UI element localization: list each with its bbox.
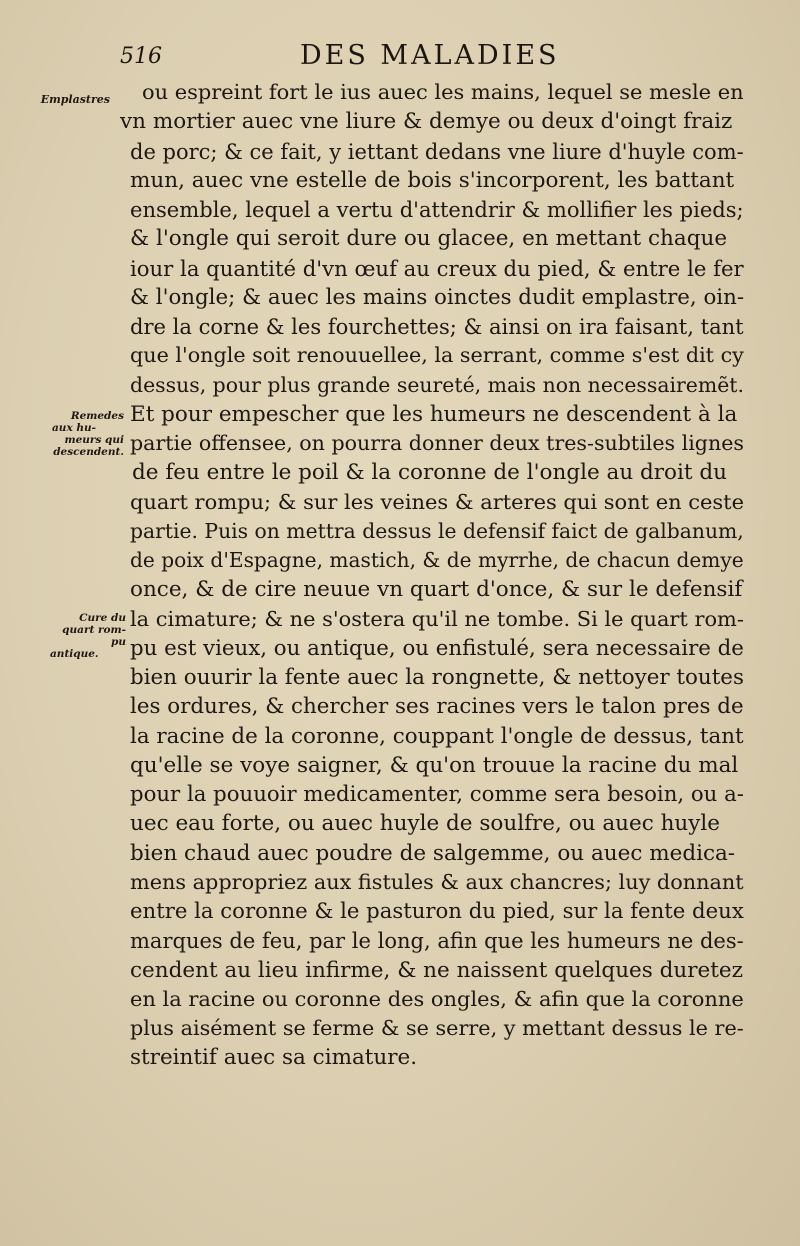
marginal-note-line: Cure du [79,612,126,624]
text-line: pu est vieux, ou antique, ou enfistulé, sera necessaire de [130,635,744,661]
text-line: dre la corne & les fourchettes; & ainsi on ira faisant, tant [130,314,744,339]
text-line: mens appropriez aux fistules & aux chancres; luy donnant [130,869,744,894]
text-line: de porc; & ce fait, y iettant dedans vne liure d'huyle com- [130,138,744,164]
text-line: qu'elle se voye saigner, & qu'on trouue la racine du mal [130,752,739,778]
text-line: streintif auec sa cimature. [130,1045,418,1071]
text-line: uec eau forte, ou auec huyle de soulfre, ou auec huyle [130,811,721,837]
marginal-note-line: pu [111,636,126,648]
text-line: quart rompu; & sur les veines & arteres qui sont en ceste [130,489,745,514]
text-line: ou espreint fort le ius auec les mains, lequel se mesle en [142,80,744,104]
text-line: de poix d'Espagne, mastich, & de myrrhe, de chacun demye [130,548,744,572]
text-line: cendent au lieu infirme, & ne naissent quelques duretez [130,957,743,983]
marginal-note-line: quart rom- [62,624,126,636]
marginal-note-line: Remedes [70,410,124,422]
page-number: 516 [120,44,162,69]
marginal-note-line: descendent. [53,446,124,458]
running-title: DES MALADIES [300,40,560,71]
marginal-note-remedes [36,410,124,458]
text-line: once, & de cire neuue vn quart d'once, & sur le defensif [130,577,743,603]
text-line: partie offensee, on pourra donner deux tres-subtiles lignes [130,431,744,455]
body-text [112,78,744,1073]
text-line: vn mortier auec vne liure & demye ou deux d'oingt fraiz [120,109,733,135]
marginal-note-line: Emplastres [40,93,110,106]
text-line: ensemble, lequel a vertu d'attendrir & mollifier les pieds; [130,197,744,222]
marginal-note-line: meurs qui [64,434,124,446]
text-line: entre la coronne & le pasturon du pied, sur la fente deux [130,899,744,924]
text-line: pour la pouuoir medicamenter, comme sera besoin, ou a- [130,782,744,807]
text-line: marques de feu, par le long, afin que les humeurs ne des- [130,928,744,954]
text-line: plus aisément se ferme & se serre, y mettant dessus le re- [130,1016,744,1040]
text-line: en la racine ou coronne des ongles, & afin que la coronne [130,986,744,1011]
text-line: & l'ongle; & auec les mains oinctes dudit emplastre, oin- [130,284,745,310]
marginal-note-line: antique. [50,648,99,660]
text-line: bien ouurir la fente auec la rongnette, & nettoyer toutes [130,665,744,690]
text-line: la cimature; & ne s'ostera qu'il ne tombe. Si le quart rom- [130,606,744,631]
marginal-note-emplastres [18,94,110,106]
text-line: mun, auec vne estelle de bois s'incorporent, les battant [130,167,735,193]
text-line: la racine de la coronne, couppant l'ongle de dessus, tant [130,723,744,749]
text-line: bien chaud auec poudre de salgemme, ou auec medica- [130,840,736,866]
text-line: Et pour empescher que les humeurs ne descendent à la [130,401,738,427]
text-line: partie. Puis on mettra dessus le defensif faict de galbanum, [130,518,744,543]
page-header [110,40,670,80]
marginal-note-line: aux hu- [52,422,96,434]
text-line: de feu entre le poil & la coronne de l'ongle au droit du [132,460,727,486]
text-line: que l'ongle soit renouuellee, la serrant, comme s'est dit cy [130,343,744,368]
text-line: les ordures, & chercher ses racines vers le talon pres de [130,694,744,720]
text-line: dessus, pour plus grande seureté, mais non necessairemẽt. [130,372,744,397]
text-line: & l'ongle qui seroit dure ou glacee, en mettant chaque [130,226,728,252]
text-line: iour la quantité d'vn œuf au creux du pied, & entre le fer [130,255,744,281]
